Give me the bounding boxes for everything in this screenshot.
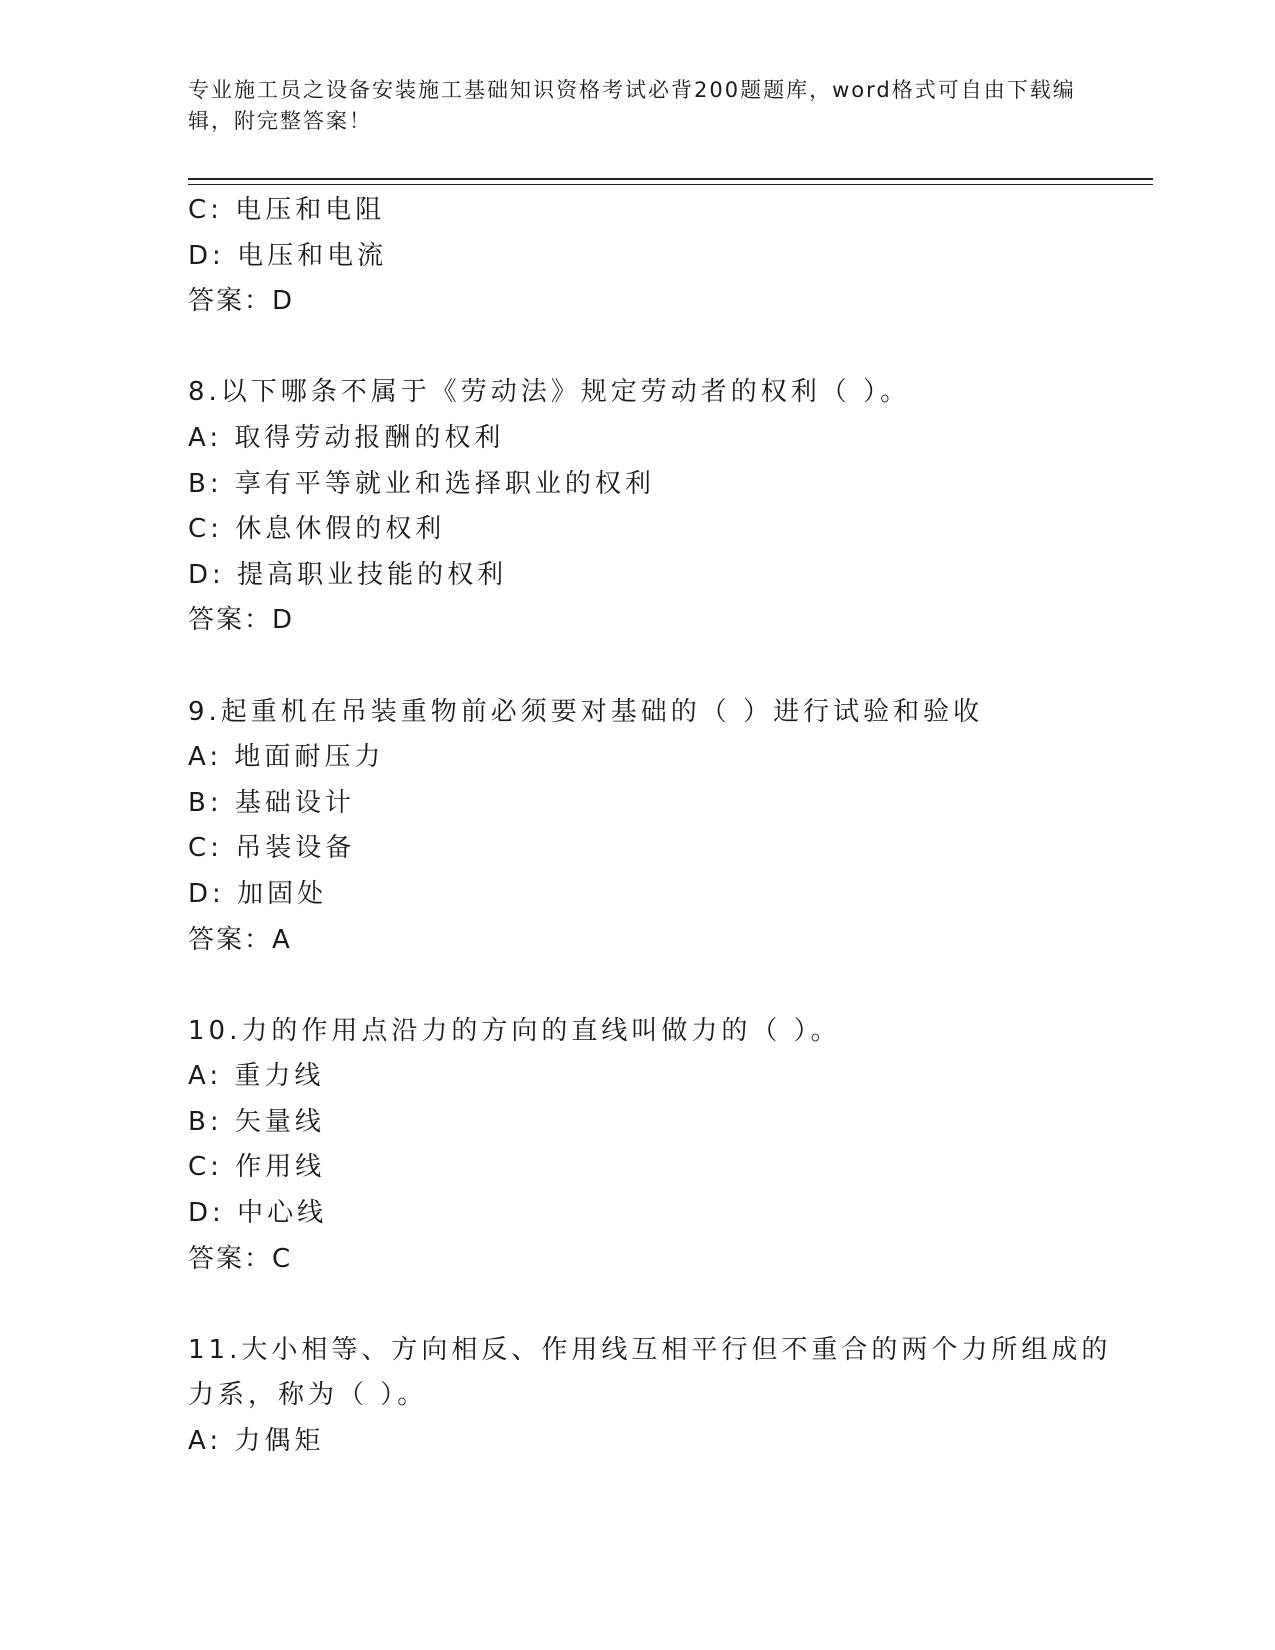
option-c: C: 作用线 [188,1152,326,1183]
question-stem-line-1: 11.大小相等、方向相反、作用线互相平行但不重合的两个力所组成的 [188,1334,1112,1365]
option-key: B [188,468,210,499]
option-key: C [188,1152,211,1183]
option-key: B [188,1106,210,1137]
option-key: B [188,787,210,818]
option-key: A [188,742,210,773]
option-key: C [188,195,211,225]
option-a: A: 地面耐压力 [188,742,385,773]
answer-line: 答案：D [188,286,295,317]
option-text: 电压和电阻 [235,195,386,225]
option-a: A: 力偶矩 [188,1426,325,1457]
page-header: 专业施工员之设备安装施工基础知识资格考试必背200题题库，word格式可自由下载编辑，附完整答案！ [188,78,1076,133]
option-text: 吊装设备 [235,833,356,864]
option-text: 休息休假的权利 [235,514,446,545]
option-text: 力偶矩 [234,1426,325,1457]
option-a: A: 取得劳动报酬的权利 [188,422,505,453]
option-text: 提高职业技能的权利 [237,559,508,590]
option-c: C: 电压和电阻 [188,195,386,225]
option-text: 重力线 [234,1061,325,1092]
option-key: A [188,1061,210,1092]
option-text: 电压和电流 [237,240,388,271]
option-text: 享有平等就业和选择职业的权利 [234,468,655,499]
question-stem: 10.力的作用点沿力的方向的直线叫做力的（ ）。 [188,1015,841,1046]
option-text: 中心线 [237,1198,328,1229]
option-d: D: 加固处 [188,878,328,909]
option-c: C: 休息休假的权利 [188,514,446,545]
question-stem-line-2: 力系，称为（ ）。 [188,1380,428,1411]
option-b: B: 基础设计 [188,787,355,818]
option-text: 地面耐压力 [234,742,385,773]
option-d: D: 中心线 [188,1198,328,1229]
option-text: 基础设计 [234,787,355,818]
option-key: A [188,422,210,453]
option-d: D: 电压和电流 [188,240,388,271]
option-key: D [188,1198,213,1229]
option-b: B: 矢量线 [188,1106,325,1137]
header-divider [188,178,1153,185]
option-text: 取得劳动报酬的权利 [234,422,505,453]
question-stem: 8.以下哪条不属于《劳动法》规定劳动者的权利（ ）。 [188,377,911,408]
option-c: C: 吊装设备 [188,833,356,864]
question-list [188,188,1148,1465]
option-a: A: 重力线 [188,1061,325,1092]
answer-line: 答案：A [188,924,292,955]
option-key: A [188,1426,210,1457]
option-key: D [188,878,213,909]
option-b: B: 享有平等就业和选择职业的权利 [188,468,655,499]
option-key: D [188,240,213,271]
option-text: 矢量线 [234,1106,325,1137]
option-key: C [188,833,211,864]
option-text: 加固处 [237,878,328,909]
question-stem: 9.起重机在吊装重物前必须要对基础的（ ）进行试验和验收 [188,696,984,727]
option-text: 作用线 [235,1152,326,1183]
option-key: D [188,559,213,590]
option-key: C [188,514,211,545]
answer-line: 答案：D [188,605,295,636]
option-d: D: 提高职业技能的权利 [188,559,508,590]
answer-line: 答案：C [188,1243,293,1274]
